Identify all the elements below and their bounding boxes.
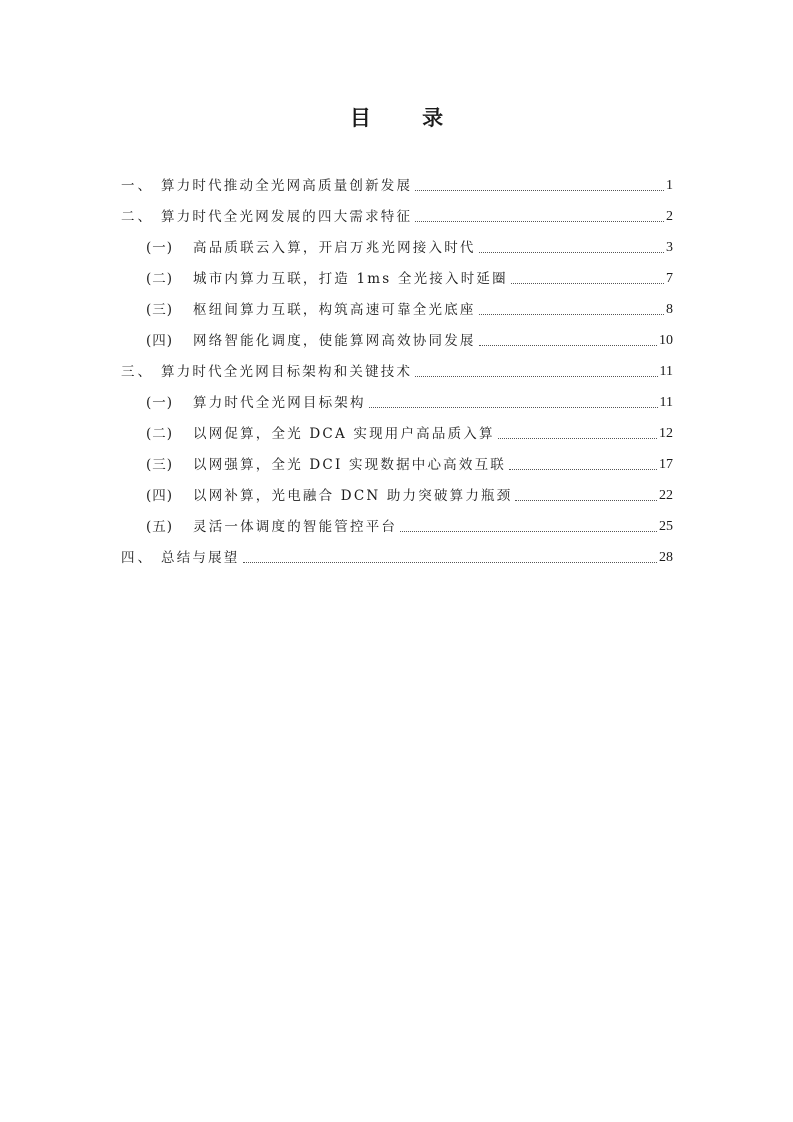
toc-entry-number: (三) bbox=[146, 302, 174, 318]
toc-entry-number: 四、 bbox=[121, 550, 154, 566]
toc-entry-page: 7 bbox=[666, 271, 673, 286]
toc-entry[interactable] bbox=[146, 484, 673, 508]
toc-entry-number: (二) bbox=[146, 271, 174, 287]
toc-entry[interactable] bbox=[146, 236, 673, 260]
toc-entry[interactable] bbox=[121, 174, 673, 198]
toc-entry-page: 3 bbox=[666, 240, 673, 255]
toc-entry[interactable] bbox=[146, 329, 673, 353]
toc-entry-page: 25 bbox=[659, 519, 673, 534]
toc-entry-page: 12 bbox=[659, 426, 673, 441]
toc-entry[interactable] bbox=[121, 546, 673, 570]
toc-entry-number: (四) bbox=[146, 333, 174, 349]
toc-entry-number: (一) bbox=[146, 240, 174, 256]
toc-entry-page: 28 bbox=[659, 550, 673, 565]
toc-entry[interactable] bbox=[146, 298, 673, 322]
toc-entry-title: 枢纽间算力互联，构筑高速可靠全光底座 bbox=[193, 302, 476, 318]
toc-entry[interactable] bbox=[146, 422, 673, 446]
toc-leader-dots bbox=[415, 220, 664, 222]
toc-leader-dots bbox=[415, 375, 657, 377]
toc-leader-dots bbox=[511, 282, 664, 284]
toc-leader-dots bbox=[479, 344, 657, 346]
toc-entry-title: 总结与展望 bbox=[161, 550, 240, 566]
page-title: 目 录 bbox=[349, 106, 466, 130]
toc-leader-dots bbox=[515, 499, 657, 501]
toc-entry-number: (五) bbox=[146, 519, 174, 535]
toc-leader-dots bbox=[400, 530, 657, 532]
toc-leader-dots bbox=[369, 406, 658, 408]
toc-entry-title: 算力时代全光网目标架构 bbox=[193, 395, 366, 411]
toc-entry-page: 2 bbox=[666, 209, 673, 224]
toc-entry[interactable] bbox=[121, 205, 673, 229]
toc-entry-title: 算力时代全光网目标架构和关键技术 bbox=[161, 364, 413, 380]
toc-leader-dots bbox=[479, 313, 664, 315]
toc-entry-title: 高品质联云入算，开启万兆光网接入时代 bbox=[193, 240, 476, 256]
toc-leader-dots bbox=[243, 561, 658, 563]
toc-entry[interactable] bbox=[146, 391, 673, 415]
toc-entry-page: 22 bbox=[659, 488, 673, 503]
toc-entry-title: 算力时代全光网发展的四大需求特征 bbox=[161, 209, 413, 225]
toc-entry[interactable] bbox=[146, 515, 673, 539]
toc-entry[interactable] bbox=[121, 360, 673, 384]
toc-entry-title: 以网强算，全光 DCI 实现数据中心高效互联 bbox=[193, 457, 506, 473]
toc-entry-number: (三) bbox=[146, 457, 174, 473]
toc-entry-title: 以网促算，全光 DCA 实现用户高品质入算 bbox=[193, 426, 495, 442]
toc-entry[interactable] bbox=[146, 453, 673, 477]
toc-entry-number: 一、 bbox=[121, 178, 154, 194]
toc-entry-title: 算力时代推动全光网高质量创新发展 bbox=[161, 178, 413, 194]
toc-entry-page: 10 bbox=[659, 333, 673, 348]
toc-entry-number: (二) bbox=[146, 426, 174, 442]
toc-leader-dots bbox=[509, 468, 657, 470]
toc-leader-dots bbox=[415, 189, 664, 191]
toc-leader-dots bbox=[479, 251, 664, 253]
toc-entry-title: 以网补算，光电融合 DCN 助力突破算力瓶颈 bbox=[193, 488, 513, 504]
toc-leader-dots bbox=[498, 437, 657, 439]
toc-entry-page: 11 bbox=[659, 364, 673, 379]
toc-entry-number: (四) bbox=[146, 488, 174, 504]
toc-entry-page: 17 bbox=[659, 457, 673, 472]
toc-entry[interactable] bbox=[146, 267, 673, 291]
toc-entry-title: 城市内算力互联，打造 1ms 全光接入时延圈 bbox=[193, 271, 508, 287]
toc-entry-title: 网络智能化调度，使能算网高效协同发展 bbox=[193, 333, 476, 349]
toc-entry-page: 8 bbox=[666, 302, 673, 317]
toc-entry-number: 二、 bbox=[121, 209, 154, 225]
toc-entry-number: (一) bbox=[146, 395, 174, 411]
toc-entry-number: 三、 bbox=[121, 364, 154, 380]
toc-entry-page: 11 bbox=[659, 395, 673, 410]
toc-entry-page: 1 bbox=[666, 178, 673, 193]
toc-entry-title: 灵活一体调度的智能管控平台 bbox=[193, 519, 398, 535]
